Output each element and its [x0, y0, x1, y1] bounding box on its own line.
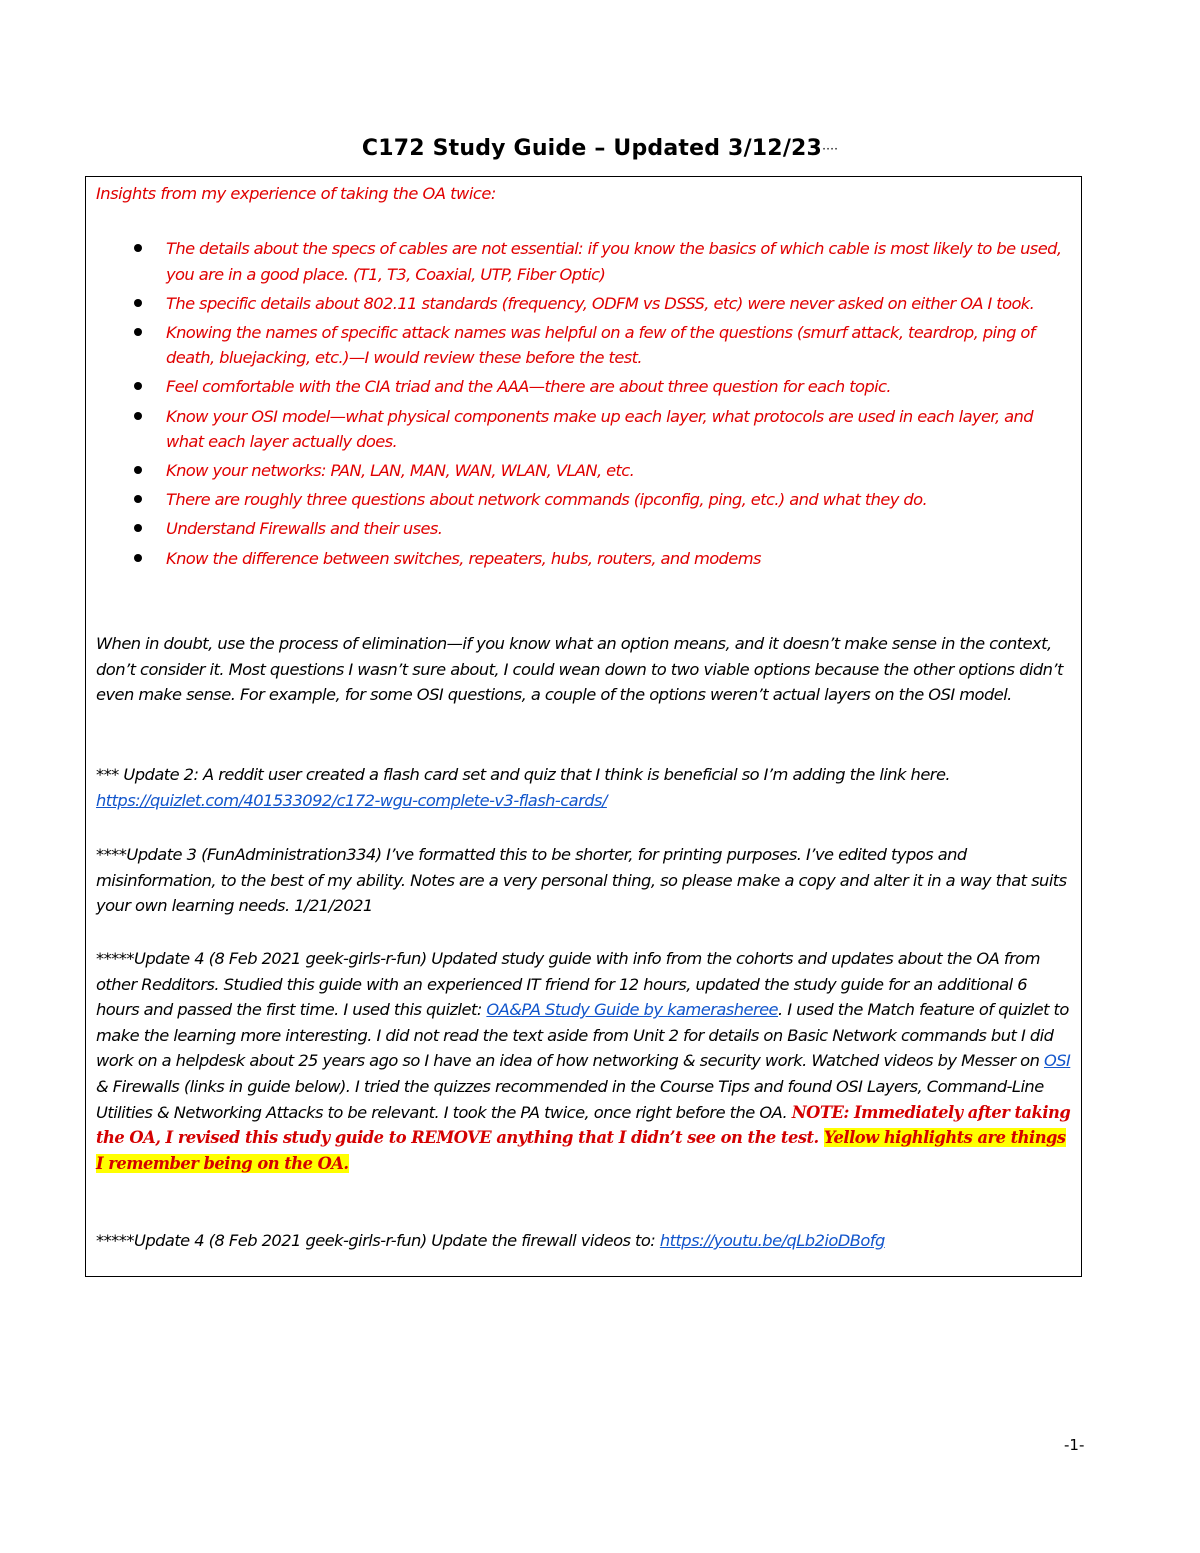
note-bold-text: NOTE: Immediately after taking the OA, I revised this study guide to REMOVE anything that I didn’t see on the test.: [96, 1102, 1071, 1148]
update-4-text-a: *****Update 4 (8 Feb 2021 geek-girls-r-fun) Updated study guide with info from the cohorts and updates about the OA from other Redditors. Studied this guide with an experienced IT friend for 12 hours, updated the study guide for an additional 6 hours and passed the first time. I used this quizlet:: [96, 949, 1040, 1020]
page-number: -1-: [1064, 1436, 1085, 1454]
update-3-paragraph: ****Update 3 (FunAdministration334) I’ve formatted this to be shorter, for printing purposes. I’ve edited typos and misinformation, to the best of my ability. Notes are a very personal thing, so please make a copy and alter it in a way that suits your own learning needs. 1/21/2021: [96, 845, 1067, 916]
list-item-text: There are roughly three questions about network commands (ipconfig, ping, etc.) and what they do.: [166, 490, 928, 510]
bullet-icon: [134, 554, 142, 562]
list-item: [96, 487, 1071, 513]
bullet-icon: [134, 466, 142, 474]
bullet-icon: [134, 524, 142, 532]
list-item: [96, 458, 1071, 484]
list-item-text: The details about the specs of cables are not essential: if you know the basics of which cable is most likely to be used, you are in a good place. (T1, T3, Coaxial, UTP, Fiber Optic): [166, 239, 1062, 284]
list-item-text: Know the difference between switches, repeaters, hubs, routers, and modems: [166, 548, 761, 568]
bullet-icon: [134, 382, 142, 390]
bullet-icon: [134, 328, 142, 336]
osi-video-link[interactable]: OSI: [1043, 1051, 1071, 1071]
bullet-icon: [134, 299, 142, 307]
update-2-text: *** Update 2: A reddit user created a flash card set and quiz that I think is beneficial so I’m adding the link here.: [96, 765, 951, 784]
update-4b-text: *****Update 4 (8 Feb 2021 geek-girls-r-fun) Update the firewall videos to:: [96, 1231, 660, 1250]
highlight-note-text: Yellow highlights are things I remember being on the OA.: [96, 1128, 1066, 1173]
list-item-text: The specific details about 802.11 standards (frequency, ODFM vs DSSS, etc) were never asked on either OA I took.: [166, 293, 1035, 313]
list-item: [96, 291, 1071, 317]
elimination-paragraph: When in doubt, use the process of elimination—if you know what an option means, and it doesn’t make sense in the context, don’t consider it. Most questions I wasn’t sure about, I could wean down to two viable options because the other options didn’t even make sense. For example, for some OSI questions, a couple of the options weren’t actual layers on the OSI model.: [96, 634, 1063, 705]
study-guide-link[interactable]: OA&PA Study Guide by kamerasheree: [486, 1000, 779, 1020]
list-item: [96, 404, 1071, 455]
update-4-paragraph: [96, 946, 1071, 1176]
update-4-text-c: & Firewalls (links in guide below). I tried the quizzes recommended in the Course Tips and found OSI Layers, Command-Line Utilities & Networking Attacks to be relevant. I took the PA twice, once right before the OA.: [96, 1076, 1044, 1122]
update-2-paragraph: [96, 762, 1071, 813]
title-marker: ····: [822, 142, 839, 156]
title-text: C172 Study Guide – Updated 3/12/23: [361, 136, 823, 161]
list-item-text: Know your networks: PAN, LAN, MAN, WAN, WLAN, VLAN, etc.: [166, 461, 635, 481]
list-item: [96, 516, 1071, 542]
bullet-icon: [134, 244, 142, 252]
list-item-text: Know your OSI model—what physical components make up each layer, what protocols are used in each layer, and what each layer actually does.: [166, 406, 1034, 452]
list-item-text: Understand Firewalls and their uses.: [166, 519, 443, 539]
update-4-text-b: . I used the Match feature of quizlet to make the learning more interesting. I did not read the text aside from Unit 2 for details on Basic Network commands but I did work on a helpdesk about 25 years ago so I have an idea of how networking & security work. Watched videos by Messer on: [96, 1000, 1069, 1071]
firewall-video-link[interactable]: https://youtu.be/qLb2ioDBofg: [659, 1231, 885, 1250]
list-item: [96, 236, 1071, 287]
list-item-text: Knowing the names of specific attack names was helpful on a few of the questions (smurf attack, teardrop, ping of death, bluejacking, etc.)—I would review these before the test.: [166, 322, 1035, 368]
list-item: [96, 320, 1071, 371]
bullet-icon: [134, 412, 142, 420]
intro-heading: Insights from my experience of taking the OA twice:: [96, 184, 496, 203]
update-4b-paragraph: [96, 1228, 1071, 1254]
list-item: [96, 374, 1071, 400]
quizlet-flashcards-link[interactable]: https://quizlet.com/401533092/c172-wgu-complete-v3-flash-cards/: [96, 790, 607, 810]
insights-list: [96, 236, 1071, 575]
page-title: [0, 136, 1200, 161]
list-item-text: Feel comfortable with the CIA triad and the AAA—there are about three question for each topic.: [166, 377, 891, 397]
list-item: [96, 546, 1071, 572]
bullet-icon: [134, 495, 142, 503]
